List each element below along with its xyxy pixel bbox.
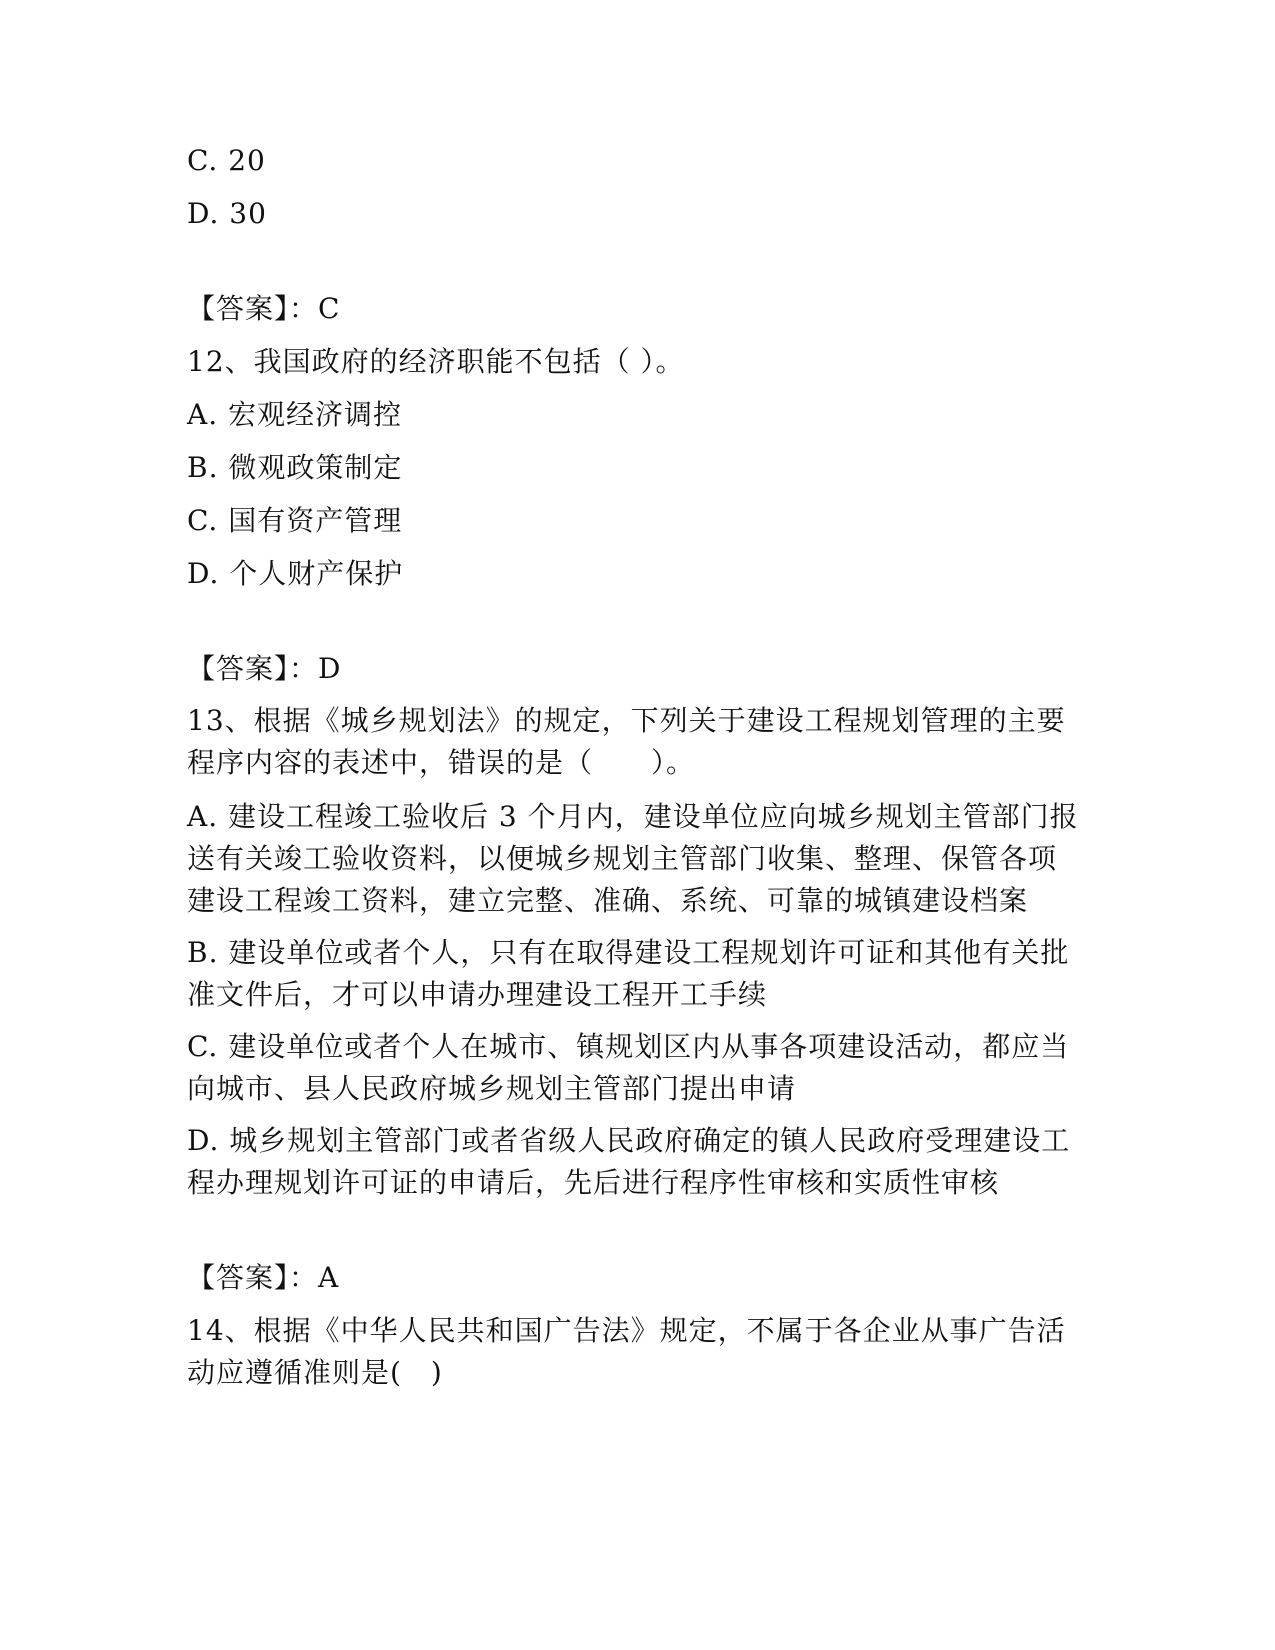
answer-label: 【答案】：A bbox=[187, 1261, 340, 1294]
option-c-line2: 向城市、县人民政府城乡规划主管部门提出申请 bbox=[187, 1072, 797, 1105]
option-c: C. 20 bbox=[187, 144, 266, 177]
option-a-line1: A. 建设工程竣工验收后 3 个月内，建设单位应向城乡规划主管部门报 bbox=[187, 800, 1079, 833]
option-a: A. 宏观经济调控 bbox=[187, 398, 403, 431]
option-d-line2: 程办理规划许可证的申请后，先后进行程序性审核和实质性审核 bbox=[187, 1166, 1000, 1199]
option-d: D. 个人财产保护 bbox=[187, 557, 404, 590]
question-stem-13-line2: 程序内容的表述中，错误的是（ ）。 bbox=[187, 746, 696, 779]
question-stem-14-line1: 14、根据《中华人民共和国广告法》规定，不属于各企业从事广告活 bbox=[187, 1314, 1066, 1347]
question-stem-12: 12、我国政府的经济职能不包括（ ）。 bbox=[187, 345, 685, 378]
option-c: C. 国有资产管理 bbox=[187, 504, 403, 537]
option-c-line1: C. 建设单位或者个人在城市、镇规划区内从事各项建设活动，都应当 bbox=[187, 1030, 1070, 1063]
option-b-line1: B. 建设单位或者个人，只有在取得建设工程规划许可证和其他有关批 bbox=[187, 936, 1070, 969]
question-stem-13-line1: 13、根据《城乡规划法》的规定，下列关于建设工程规划管理的主要 bbox=[187, 704, 1066, 737]
option-d: D. 30 bbox=[187, 197, 267, 230]
question-stem-14-line2: 动应遵循准则是( ) bbox=[187, 1356, 443, 1389]
answer-label: 【答案】：D bbox=[187, 652, 342, 685]
option-a-line2: 送有关竣工验收资料，以便城乡规划主管部门收集、整理、保管各项 bbox=[187, 842, 1058, 875]
option-b: B. 微观政策制定 bbox=[187, 451, 403, 484]
option-b-line2: 准文件后，才可以申请办理建设工程开工手续 bbox=[187, 978, 768, 1011]
option-d-line1: D. 城乡规划主管部门或者省级人民政府确定的镇人民政府受理建设工 bbox=[187, 1124, 1071, 1157]
option-a-line3: 建设工程竣工资料，建立完整、准确、系统、可靠的城镇建设档案 bbox=[187, 884, 1029, 917]
answer-label: 【答案】：C bbox=[187, 292, 341, 325]
